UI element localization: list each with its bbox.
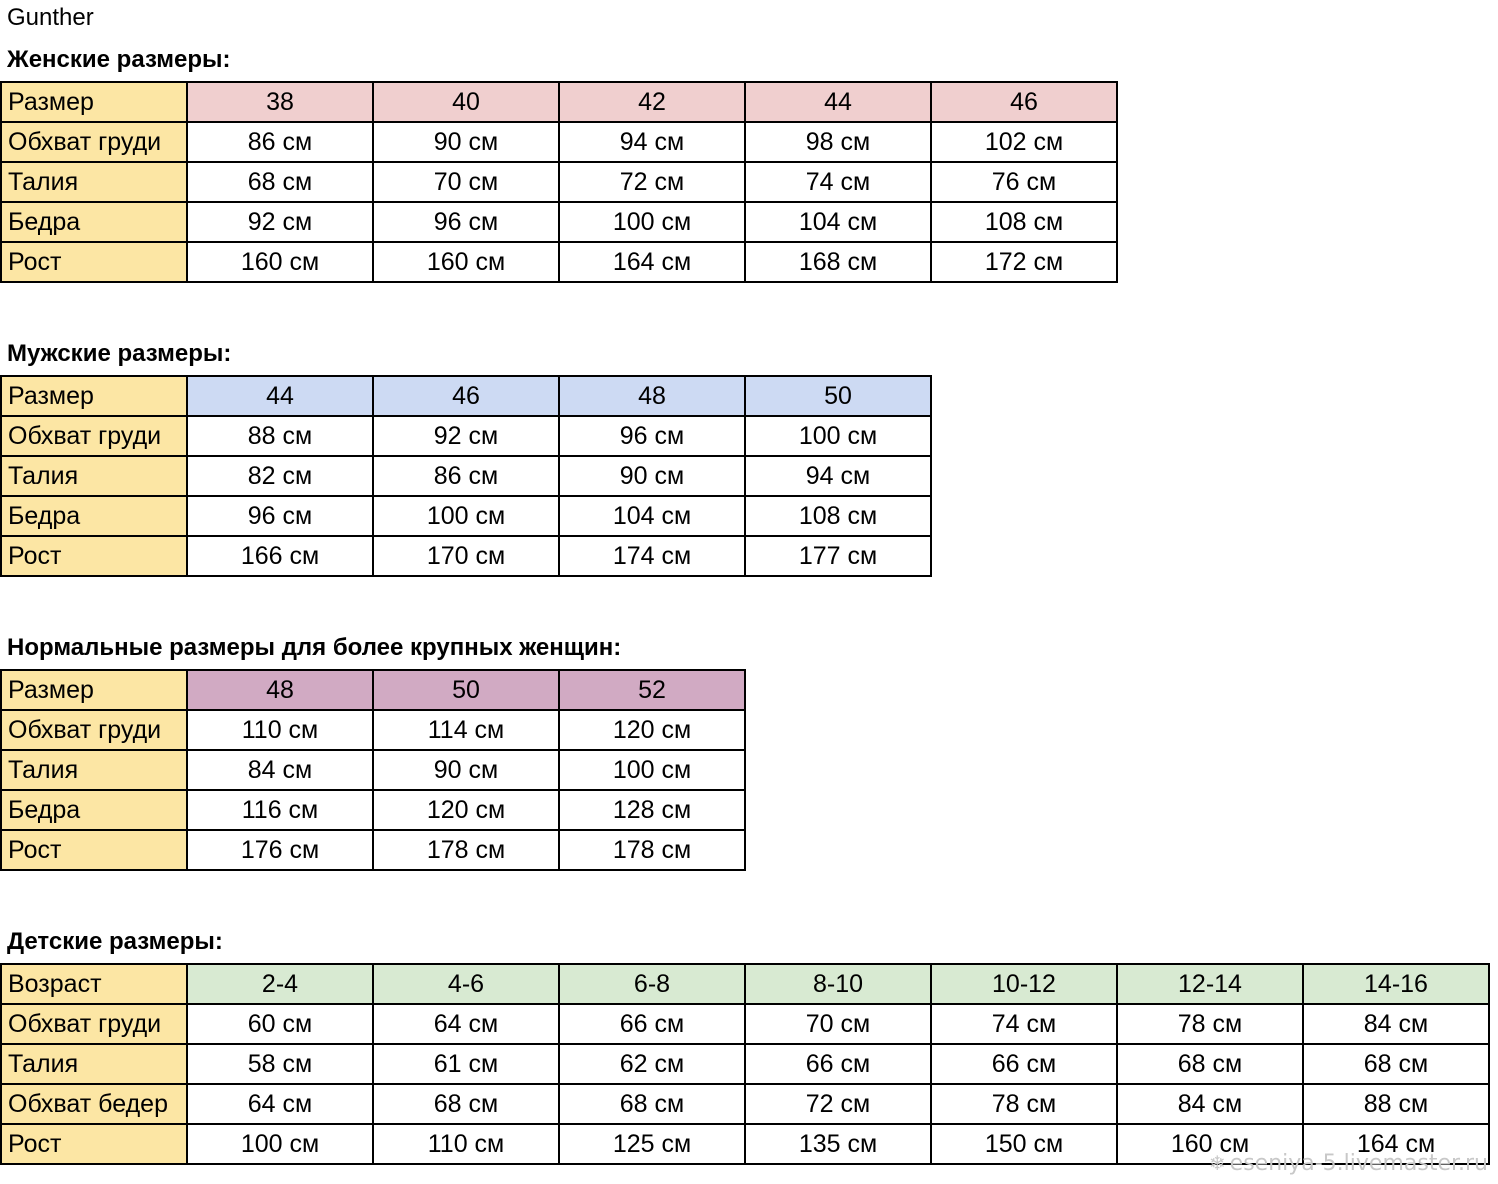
table-cell: 160 см <box>373 242 559 282</box>
table-row <box>1 710 745 750</box>
table-row <box>1 750 745 790</box>
table-cell: 92 см <box>373 416 559 456</box>
watermark-text: eseniya-5.livemaster.ru <box>1229 1151 1488 1176</box>
row-label: Талия <box>1 162 187 202</box>
size-table-men <box>0 375 932 577</box>
table-cell: 135 см <box>745 1124 931 1164</box>
table-cell: 96 см <box>559 416 745 456</box>
table-row <box>1 376 931 416</box>
table-cell: 160 см <box>1117 1124 1303 1164</box>
size-table-plus-women <box>0 669 746 871</box>
table-cell: 110 см <box>373 1124 559 1164</box>
table-cell: 90 см <box>373 122 559 162</box>
table-row <box>1 830 745 870</box>
table-cell: 116 см <box>187 790 373 830</box>
section-title-women: Женские размеры: <box>7 46 231 73</box>
table-cell: 86 см <box>373 456 559 496</box>
table-cell: 46 <box>931 82 1117 122</box>
table-cell: 100 см <box>559 202 745 242</box>
table-cell: 48 <box>187 670 373 710</box>
table-row <box>1 964 1489 1004</box>
row-label: Обхват груди <box>1 710 187 750</box>
table-cell: 8-10 <box>745 964 931 1004</box>
table-cell: 70 см <box>373 162 559 202</box>
table-cell: 62 см <box>559 1044 745 1084</box>
table-cell: 46 <box>373 376 559 416</box>
table-cell: 120 см <box>559 710 745 750</box>
table-cell: 66 см <box>745 1044 931 1084</box>
table-cell: 76 см <box>931 162 1117 202</box>
row-label: Обхват груди <box>1 122 187 162</box>
row-label: Талия <box>1 456 187 496</box>
table-cell: 44 <box>745 82 931 122</box>
table-cell: 98 см <box>745 122 931 162</box>
table-cell: 68 см <box>373 1084 559 1124</box>
table-cell: 172 см <box>931 242 1117 282</box>
table-row <box>1 162 1117 202</box>
table-cell: 64 см <box>373 1004 559 1044</box>
table-cell: 88 см <box>187 416 373 456</box>
table-cell: 178 см <box>559 830 745 870</box>
table-cell: 177 см <box>745 536 931 576</box>
table-cell: 170 см <box>373 536 559 576</box>
table-cell: 6-8 <box>559 964 745 1004</box>
table-cell: 96 см <box>187 496 373 536</box>
table-cell: 108 см <box>745 496 931 536</box>
table-cell: 100 см <box>373 496 559 536</box>
table-cell: 92 см <box>187 202 373 242</box>
table-cell: 42 <box>559 82 745 122</box>
table-cell: 94 см <box>745 456 931 496</box>
table-cell: 68 см <box>559 1084 745 1124</box>
table-cell: 168 см <box>745 242 931 282</box>
table-cell: 68 см <box>1303 1044 1489 1084</box>
row-label: Рост <box>1 830 187 870</box>
table-cell: 84 см <box>1303 1004 1489 1044</box>
table-cell: 10-12 <box>931 964 1117 1004</box>
row-label: Рост <box>1 1124 187 1164</box>
watermark <box>1209 1151 1488 1176</box>
row-label: Возраст <box>1 964 187 1004</box>
table-cell: 164 см <box>559 242 745 282</box>
table-row <box>1 122 1117 162</box>
table-cell: 78 см <box>1117 1004 1303 1044</box>
table-cell: 90 см <box>559 456 745 496</box>
table-cell: 38 <box>187 82 373 122</box>
table-cell: 166 см <box>187 536 373 576</box>
table-row <box>1 670 745 710</box>
table-cell: 66 см <box>931 1044 1117 1084</box>
table-cell: 150 см <box>931 1124 1117 1164</box>
table-cell: 4-6 <box>373 964 559 1004</box>
row-label: Рост <box>1 242 187 282</box>
table-row <box>1 456 931 496</box>
table-cell: 50 <box>373 670 559 710</box>
row-label: Размер <box>1 670 187 710</box>
table-cell: 68 см <box>1117 1044 1303 1084</box>
table-cell: 84 см <box>1117 1084 1303 1124</box>
row-label: Рост <box>1 536 187 576</box>
table-cell: 178 см <box>373 830 559 870</box>
row-label: Талия <box>1 750 187 790</box>
table-cell: 110 см <box>187 710 373 750</box>
table-cell: 72 см <box>559 162 745 202</box>
row-label: Бедра <box>1 496 187 536</box>
table-cell: 108 см <box>931 202 1117 242</box>
table-cell: 64 см <box>187 1084 373 1124</box>
table-row <box>1 790 745 830</box>
table-cell: 125 см <box>559 1124 745 1164</box>
snowflake-icon: ❄ <box>1208 1151 1226 1175</box>
row-label: Размер <box>1 82 187 122</box>
table-row <box>1 1084 1489 1124</box>
table-cell: 72 см <box>745 1084 931 1124</box>
section-title-children: Детские размеры: <box>7 928 223 955</box>
table-row <box>1 82 1117 122</box>
table-cell: 60 см <box>187 1004 373 1044</box>
table-cell: 58 см <box>187 1044 373 1084</box>
table-cell: 90 см <box>373 750 559 790</box>
table-cell: 176 см <box>187 830 373 870</box>
table-cell: 84 см <box>187 750 373 790</box>
table-cell: 40 <box>373 82 559 122</box>
table-cell: 94 см <box>559 122 745 162</box>
table-cell: 88 см <box>1303 1084 1489 1124</box>
table-row <box>1 496 931 536</box>
section-title-men: Мужские размеры: <box>7 340 232 367</box>
row-label: Талия <box>1 1044 187 1084</box>
table-cell: 68 см <box>187 162 373 202</box>
table-row <box>1 1004 1489 1044</box>
table-cell: 128 см <box>559 790 745 830</box>
table-row <box>1 416 931 456</box>
table-cell: 78 см <box>931 1084 1117 1124</box>
table-cell: 52 <box>559 670 745 710</box>
section-title-plus-women: Нормальные размеры для более крупных женщин: <box>7 634 622 661</box>
table-cell: 160 см <box>187 242 373 282</box>
row-label: Обхват бедер <box>1 1084 187 1124</box>
table-cell: 104 см <box>559 496 745 536</box>
table-cell: 50 <box>745 376 931 416</box>
table-row <box>1 242 1117 282</box>
table-cell: 61 см <box>373 1044 559 1084</box>
row-label: Размер <box>1 376 187 416</box>
table-cell: 96 см <box>373 202 559 242</box>
table-cell: 164 см <box>1303 1124 1489 1164</box>
table-cell: 114 см <box>373 710 559 750</box>
table-cell: 82 см <box>187 456 373 496</box>
table-cell: 104 см <box>745 202 931 242</box>
size-table-women <box>0 81 1118 283</box>
brand-name: Gunther <box>7 4 94 31</box>
table-cell: 48 <box>559 376 745 416</box>
table-cell: 66 см <box>559 1004 745 1044</box>
table-row <box>1 536 931 576</box>
row-label: Бедра <box>1 202 187 242</box>
table-cell: 120 см <box>373 790 559 830</box>
table-row <box>1 1044 1489 1084</box>
table-cell: 102 см <box>931 122 1117 162</box>
table-cell: 12-14 <box>1117 964 1303 1004</box>
row-label: Обхват груди <box>1 1004 187 1044</box>
size-table-children <box>0 963 1490 1165</box>
table-cell: 44 <box>187 376 373 416</box>
table-cell: 70 см <box>745 1004 931 1044</box>
row-label: Бедра <box>1 790 187 830</box>
table-cell: 74 см <box>931 1004 1117 1044</box>
table-cell: 14-16 <box>1303 964 1489 1004</box>
table-cell: 2-4 <box>187 964 373 1004</box>
table-cell: 74 см <box>745 162 931 202</box>
table-cell: 100 см <box>559 750 745 790</box>
table-cell: 86 см <box>187 122 373 162</box>
table-cell: 100 см <box>745 416 931 456</box>
table-row <box>1 202 1117 242</box>
table-cell: 100 см <box>187 1124 373 1164</box>
table-cell: 174 см <box>559 536 745 576</box>
row-label: Обхват груди <box>1 416 187 456</box>
